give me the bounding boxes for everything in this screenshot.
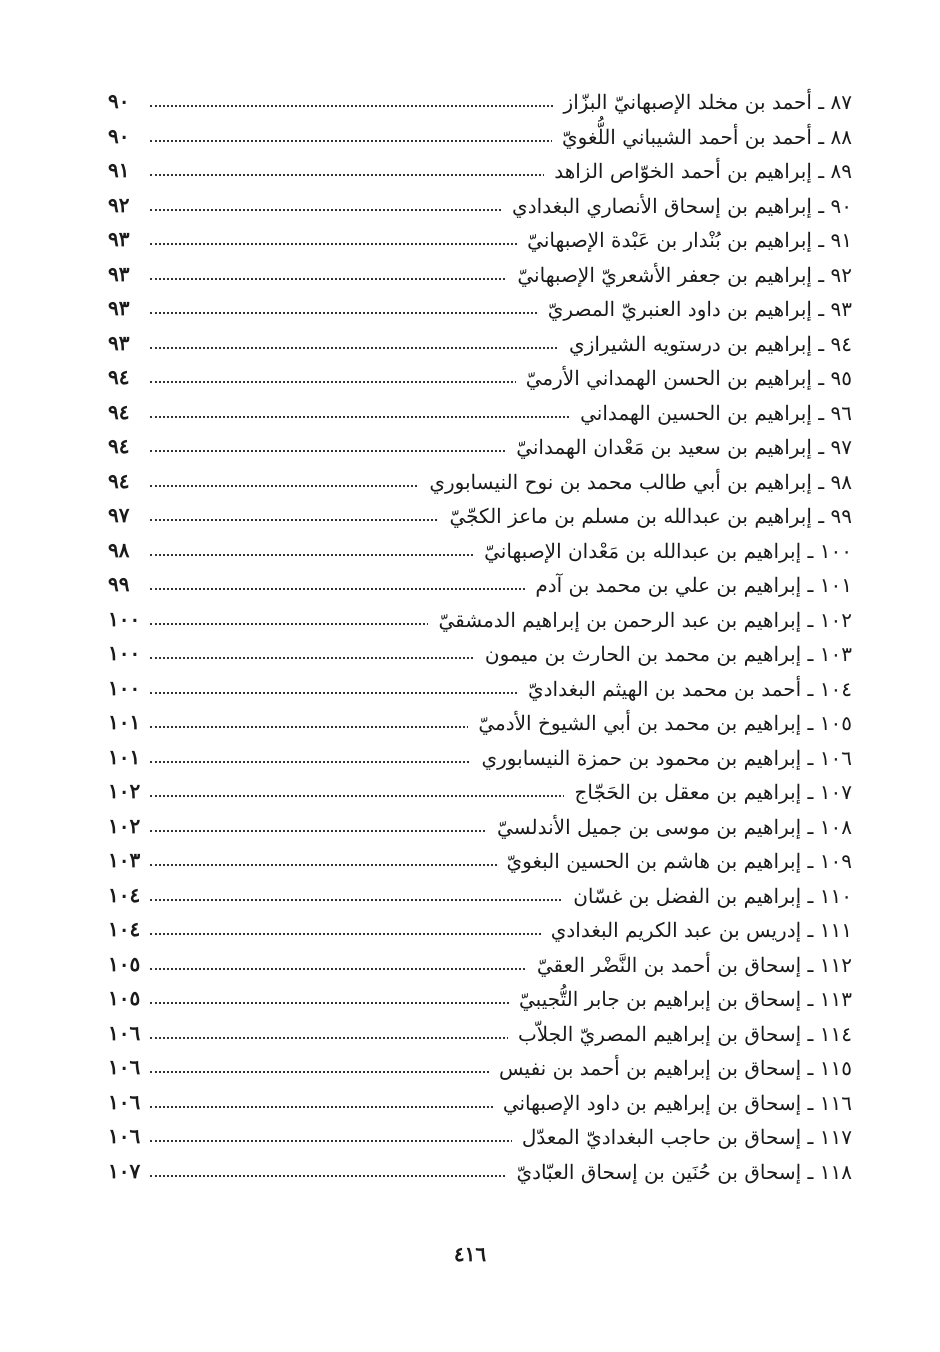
entry-page-number: ٩٤ [108,365,130,389]
entry-page-number: ١٠٢ [108,813,141,838]
toc-entry [0,85,940,120]
entry-title: ١١٧ ـ إسحاق بن حاجب البغداديّ المعدّل [512,1124,852,1150]
entry-title: ١١٠ ـ إبراهيم بن الفضل بن غسّان [563,883,852,909]
entry-page-number: ٩٣ [108,296,130,320]
entry-title: ٩٧ ـ إبراهيم بن سعيد بن مَعْدان الهمدانيّ [506,434,852,460]
toc-entry [0,948,940,983]
toc-entry [0,292,940,327]
toc-entry [0,706,940,741]
entry-title: ١١٢ ـ إسحاق بن أحمد بن النَّضْر العقيّ [527,952,852,978]
toc-entry [0,603,940,638]
entry-title: ٩٨ ـ إبراهيم بن أبي طالب محمد بن نوح النيسابوري [419,469,852,495]
toc-entry [0,1155,940,1190]
toc-entry [0,223,940,258]
entry-page-number: ٩٠ [108,123,130,148]
entry-title: ١٠٧ ـ إبراهيم بن معقل بن الحَجّاج [564,779,852,805]
toc-entry [0,844,940,879]
toc-entry [0,1120,940,1155]
entry-page-number: ١٠٣ [108,848,141,872]
entry-page-number: ٩٤ [108,434,130,458]
entry-page-number: ١٠٦ [108,1055,141,1079]
entry-page-number: ١٠٥ [108,986,141,1010]
page-number: ٤١٦ [453,1242,487,1266]
toc-entry [0,120,940,155]
entry-page-number: ٩٨ [108,537,130,562]
toc-entry [0,637,940,672]
entry-title: ٩٩ ـ إبراهيم بن عبدالله بن مسلم بن ماعز الكجّيّ [439,503,852,529]
toc-entry [0,672,940,707]
entry-title: ٩٠ ـ إبراهيم بن إسحاق الأنصاري البغدادي [502,193,852,219]
toc-entry [0,499,940,534]
table-of-contents [0,85,940,1189]
entry-page-number: ١٠١ [108,710,141,734]
entry-title: ٩٣ ـ إبراهيم بن داود العنبريّ المصريّ [538,296,852,322]
toc-entry [0,568,940,603]
toc-entry [0,361,940,396]
entry-page-number: ٩٩ [108,572,130,596]
entry-page-number: ١٠١ [108,744,141,769]
entry-title: ١٠٦ ـ إبراهيم بن محمود بن حمزة النيسابوري [471,745,852,771]
entry-page-number: ١٠٢ [108,779,141,803]
entry-page-number: ٩٢ [108,192,130,217]
entry-title: ٩٢ ـ إبراهيم بن جعفر الأشعريّ الإصبهانيّ [507,262,852,288]
entry-page-number: ٩٤ [108,399,130,424]
entry-title: ١١٨ ـ إسحاق بن حُنَين بن إسحاق العبّاديّ [507,1159,853,1185]
entry-title: ٩٥ ـ إبراهيم بن الحسن الهمداني الأرميّ [516,365,852,391]
entry-title: ٩١ ـ إبراهيم بن بُنْدار بن عَبْدة الإصبهانيّ [517,227,852,253]
toc-entry [0,913,940,948]
toc-entry [0,465,940,500]
entry-page-number: ٩٣ [108,261,130,286]
entry-title: ١٠٤ ـ أحمد بن محمد بن الهيثم البغداديّ [518,676,852,702]
toc-entry [0,430,940,465]
entry-page-number: ١٠٤ [108,917,141,941]
entry-title: ٩٦ ـ إبراهيم بن الحسين الهمداني [570,400,852,426]
toc-entry [0,258,940,293]
entry-title: ١٠٠ ـ إبراهيم بن عبدالله بن مَعْدان الإصبهانيّ [474,538,852,564]
entry-title: ٨٨ ـ أحمد بن أحمد الشيباني اللُّغويّ [552,124,852,150]
entry-page-number: ٩٤ [108,468,130,493]
toc-entry [0,982,940,1017]
entry-title: ١١٣ ـ إسحاق بن إبراهيم بن جابر التُّجيبيّ [509,986,852,1012]
entry-page-number: ١٠٤ [108,882,141,907]
entry-title: ١٠٩ ـ إبراهيم بن هاشم بن الحسين البغويّ [497,848,852,874]
entry-page-number: ١٠٠ [108,606,141,631]
entry-title: ١٠٣ ـ إبراهيم بن محمد بن الحارث بن ميمون [475,641,852,667]
entry-title: ٨٧ ـ أحمد بن مخلد الإصبهانيّ البزّاز [554,89,852,115]
toc-entry [0,396,940,431]
entry-title: ١١١ ـ إدريس بن عبد الكريم البغدادي [541,917,852,943]
toc-entry [0,741,940,776]
entry-title: ١٠١ ـ إبراهيم بن علي بن محمد بن آدم [525,572,852,598]
entry-page-number: ١٠٦ [108,1020,141,1045]
entry-title: ١٠٥ ـ إبراهيم بن محمد بن أبي الشيوخ الأدميّ [468,710,852,736]
toc-entry [0,775,940,810]
entry-page-number: ١٠٧ [108,1158,141,1183]
entry-page-number: ١٠٠ [108,675,141,700]
entry-title: ١١٥ ـ إسحاق بن إبراهيم بن أحمد بن نفيس [489,1055,852,1081]
entry-page-number: ١٠٠ [108,641,141,665]
toc-entry [0,327,940,362]
toc-entry [0,1017,940,1052]
toc-entry [0,189,940,224]
entry-page-number: ٩٣ [108,330,130,355]
entry-page-number: ٩٧ [108,503,130,527]
entry-title: ١١٤ ـ إسحاق بن إبراهيم المصريّ الجلاّب [508,1021,852,1047]
entry-page-number: ١٠٦ [108,1124,141,1148]
toc-entry [0,1086,940,1121]
entry-page-number: ١٠٦ [108,1089,141,1114]
toc-entry [0,534,940,569]
entry-page-number: ١٠٥ [108,951,141,976]
entry-title: ٨٩ ـ إبراهيم بن أحمد الخوّاص الزاهد [544,158,852,184]
toc-entry [0,879,940,914]
entry-title: ١٠٢ ـ إبراهيم بن عبد الرحمن بن إبراهيم الدمشقيّ [428,607,852,633]
toc-entry [0,1051,940,1086]
toc-entry [0,154,940,189]
entry-title: ١١٦ ـ إسحاق بن إبراهيم بن داود الإصبهاني [493,1090,852,1116]
entry-title: ١٠٨ ـ إبراهيم بن موسى بن جميل الأندلسيّ [487,814,852,840]
entry-title: ٩٤ ـ إبراهيم بن درستويه الشيرازي [559,331,852,357]
toc-entry [0,810,940,845]
entry-page-number: ٩٠ [108,89,130,113]
entry-page-number: ٩١ [108,158,130,182]
entry-page-number: ٩٣ [108,227,130,251]
